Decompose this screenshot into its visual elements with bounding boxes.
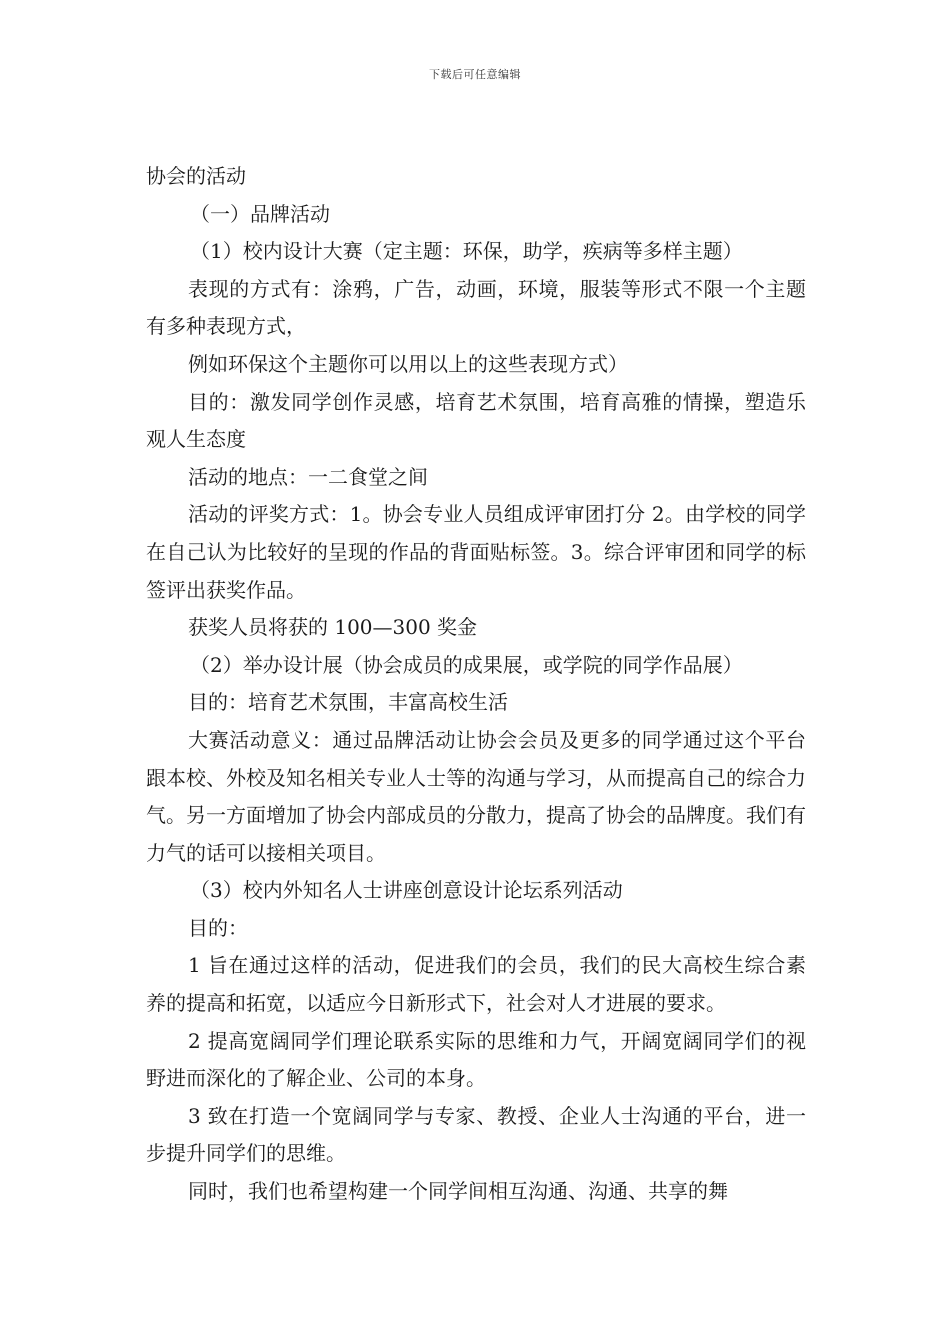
paragraph: 1 旨在通过这样的活动，促进我们的会员，我们的民大高校生综合素养的提高和拓宽，以适应今日新形式下，社会对人才进展的要求。 [146,953,806,1016]
paragraph: 2 提高宽阔同学们理论联系实际的思维和力气，开阔宽阔同学们的视野进而深化的了解企业、公司的本身。 [146,1028,806,1091]
paragraph: 例如环保这个主题你可以用以上的这些表现方式） [188,351,628,376]
paragraph: （2）举办设计展（协会成员的成果展，或学院的同学作品展） [190,652,743,677]
document-body [146,158,806,1211]
paragraph: 获奖人员将获的 100—300 奖金 [188,615,478,640]
paragraph: 目的：培育艺术氛围，丰富高校生活 [188,690,508,715]
paragraph: （一）品牌活动 [190,201,330,226]
paragraph: 表现的方式有：涂鸦，广告，动画，环境，服装等形式不限一个主题有多种表现方式， [146,276,806,339]
paragraph: 活动的评奖方式：1。协会专业人员组成评审团打分 2。由学校的同学在自己认为比较好的呈现的作品的背面贴标签。3。综合评审团和同学的标签评出获奖作品。 [146,502,806,602]
paragraph: 目的：激发同学创作灵感，培育艺术氛围，培育高雅的情操，塑造乐观人生态度 [146,389,806,452]
document-title: 协会的活动 [146,164,246,188]
paragraph: （3）校内外知名人士讲座创意设计论坛系列活动 [190,878,623,903]
page-header: 下载后可任意编辑 [429,68,521,81]
paragraph: 同时，我们也希望构建一个同学间相互沟通、沟通、共享的舞 [188,1179,728,1204]
paragraph: （1）校内设计大赛（定主题：环保，助学，疾病等多样主题） [190,239,743,264]
paragraph: 3 致在打造一个宽阔同学与专家、教授、企业人士沟通的平台，进一步提升同学们的思维。 [146,1103,806,1166]
paragraph: 大赛活动意义：通过品牌活动让协会会员及更多的同学通过这个平台跟本校、外校及知名相关专业人士等的沟通与学习，从而提高自己的综合力气。另一方面增加了协会内部成员的分散力，提高了协会的品牌度。我们有力气的话可以接相关项目。 [146,727,806,865]
paragraph: 活动的地点：一二食堂之间 [188,464,428,489]
paragraph: 目的： [188,915,248,940]
